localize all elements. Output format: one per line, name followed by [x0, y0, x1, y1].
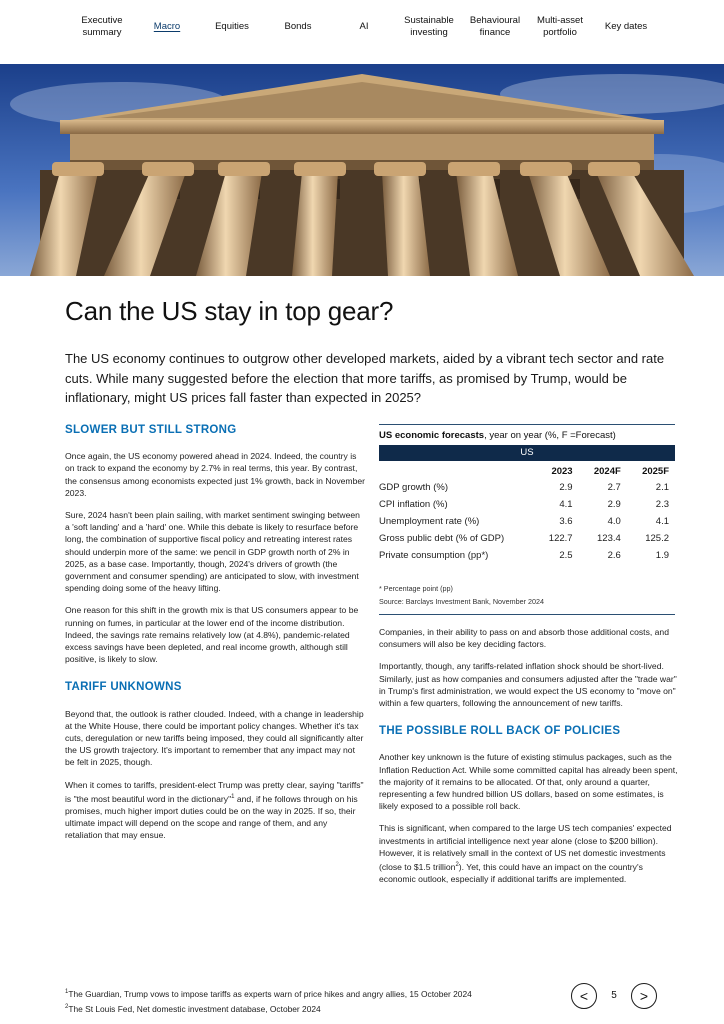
paragraph: Once again, the US economy powered ahead in 2024. Indeed, the country is on track to expand the economy by 2.7% in real terms, this year. By contrast, the consensus among economists expected just 1% growth, back in November 2023.: [65, 451, 365, 498]
paragraph: Companies, in their ability to pass on and absorb those additional costs, and consumers will also be key deciding factors.: [379, 627, 669, 650]
nav-item-multi-asset-portfolio[interactable]: Multi-asset portfolio: [537, 15, 583, 38]
table-row: Private consumption (pp*) 2.5 2.6 1.9: [379, 550, 669, 561]
nav-item-macro[interactable]: Macro: [153, 21, 181, 32]
footnote-ref[interactable]: 1: [231, 793, 235, 800]
table-title: US economic forecasts, year on year (%, F =Forecast): [379, 430, 616, 441]
article-intro: The US economy continues to outgrow other developed markets, aided by a vibrant tech sector and rate cuts. While many suggested before the election that more tariffs, as promised by Trump, would be inflationary, might US prices fall faster than expected in 2025?: [65, 351, 665, 405]
column-header: 2025F: [642, 466, 669, 477]
forecast-table-box: [379, 424, 675, 615]
divider: [379, 614, 675, 615]
nav-item-key-dates[interactable]: Key dates: [604, 21, 648, 32]
heading-tariff-unknowns: TARIFF UNKNOWNS: [65, 681, 182, 694]
table-row: Unemployment rate (%) 3.6 4.0 4.1: [379, 516, 669, 527]
paragraph: When it comes to tariffs, president-elect Trump was pretty clear, saying "tariffs" is "the most beautiful word in the dictionary"$^1$ and, if he follows through on his promises, much higher import duties could be on the way in 2025. If so, their ultimate impact will depend on the scope and range of them, and any retaliation that may ensue.: [65, 779, 364, 841]
top-navigation: [0, 0, 724, 62]
table-note: * Percentage point (pp): [379, 584, 453, 593]
next-page-button[interactable]: [631, 983, 657, 1009]
paragraph: Importantly, though, any tariffs-related inflation shock should be short-lived. Similarly, just as how companies and consumers adjusted after the "trade war" in Trump's first administration, we would expect the US economy to "move on" within a few quarters, following the announcement of new tariffs.: [379, 661, 677, 709]
table-row: GDP growth (%) 2.9 2.7 2.1: [379, 482, 669, 493]
footnote: $^1$The Guardian, Trump vows to impose tariffs as experts warn of price hikes and angry allies, 15 October 2024: [65, 988, 472, 999]
table-source: Source: Barclays Investment Bank, November 2024: [379, 597, 544, 606]
heading-possible-roll-back: THE POSSIBLE ROLL BACK OF POLICIES: [379, 725, 621, 738]
previous-page-button[interactable]: [571, 983, 597, 1009]
chevron-left-icon: <: [579, 988, 589, 1004]
paragraph: Sure, 2024 hasn't been plain sailing, with market sentiment swinging between a 'soft landing' and a 'hard' one. While this debate is likely to resurface before long, the combination of supportive fiscal policy and retreating interest rates should underpin more of the same: we pencil in GDP growth north of 2% in 2025, as a base case. Importantly, though, 2024's drivers of growth (the government and consumer spending) are anticipated to slow, with investment spending doing some of the heavy lifting.: [65, 510, 360, 594]
right-column: [379, 626, 679, 895]
nav-item-bonds[interactable]: Bonds: [284, 21, 312, 32]
paragraph: One reason for this shift in the growth mix is that US consumers appear to be running on fumes, in particular at the lower end of the income distribution. Indeed, the savings rate remains relatively low (at 4.8%), pandemic-related excess savings have been depleted, and real income growth, although still positive, is likely to slow.: [65, 605, 359, 665]
footnote: $^2$The St Louis Fed, Net domestic investment database, October 2024: [65, 1003, 321, 1014]
nav-item-equities[interactable]: Equities: [215, 21, 249, 32]
table-header-row: [379, 461, 675, 479]
paragraph: This is significant, when compared to the large US tech companies' expected investments in artificial intelligence next year alone (close to $200 billion). However, it is relatively small in the context of US net domestic investments (close to $1.5 trillion$^2$). Yet, this could have an impact on the country's economic outlook, especially if additional tariffs are implemented.: [379, 823, 672, 885]
hero-image: [0, 64, 724, 276]
left-column: [65, 424, 365, 852]
chevron-right-icon: >: [639, 988, 649, 1004]
divider: [379, 424, 675, 425]
table-row: Gross public debt (% of GDP) 122.7 123.4 125.2: [379, 533, 669, 544]
forecast-table: [379, 461, 675, 564]
footnotes: [65, 986, 472, 1016]
nav-item-ai[interactable]: AI: [359, 21, 369, 32]
table-row: CPI inflation (%) 4.1 2.9 2.3: [379, 499, 669, 510]
nav-item-behavioural-finance[interactable]: Behavioural finance: [469, 15, 521, 38]
building-columns-illustration: [0, 64, 724, 276]
page-number: 5: [611, 990, 617, 1001]
nav-item-executive-summary[interactable]: Executive summary: [81, 15, 123, 38]
table-region-band: US: [379, 445, 675, 461]
paragraph: Another key unknown is the future of existing stimulus packages, such as the Inflation Reduction Act. While some committed capital has already been spent, the majority of it remains to be allocated. Of that, only around a quarter, representing a few hundred billion US dollars, based on some estimates, is likely exposed to a possible roll back.: [379, 752, 678, 812]
footnote-ref[interactable]: 2: [455, 862, 459, 869]
pagination: [571, 983, 659, 1011]
column-header: 2023: [551, 466, 573, 477]
paragraph: Beyond that, the outlook is rather clouded. Indeed, with a change in leadership at the White House, there could be important policy changes. Whether it's tax cuts, deregulation or new tariffs being imposed, they could all significantly alter the US growth trajectory. It's important to remember that any impact may not be felt in 2025, though.: [65, 708, 364, 768]
column-header: 2024F: [593, 466, 621, 477]
nav-item-sustainable-investing[interactable]: Sustainable investing: [404, 15, 454, 38]
page-title: Can the US stay in top gear?: [65, 296, 394, 326]
heading-slower-but-still-strong: SLOWER BUT STILL STRONG: [65, 424, 237, 436]
